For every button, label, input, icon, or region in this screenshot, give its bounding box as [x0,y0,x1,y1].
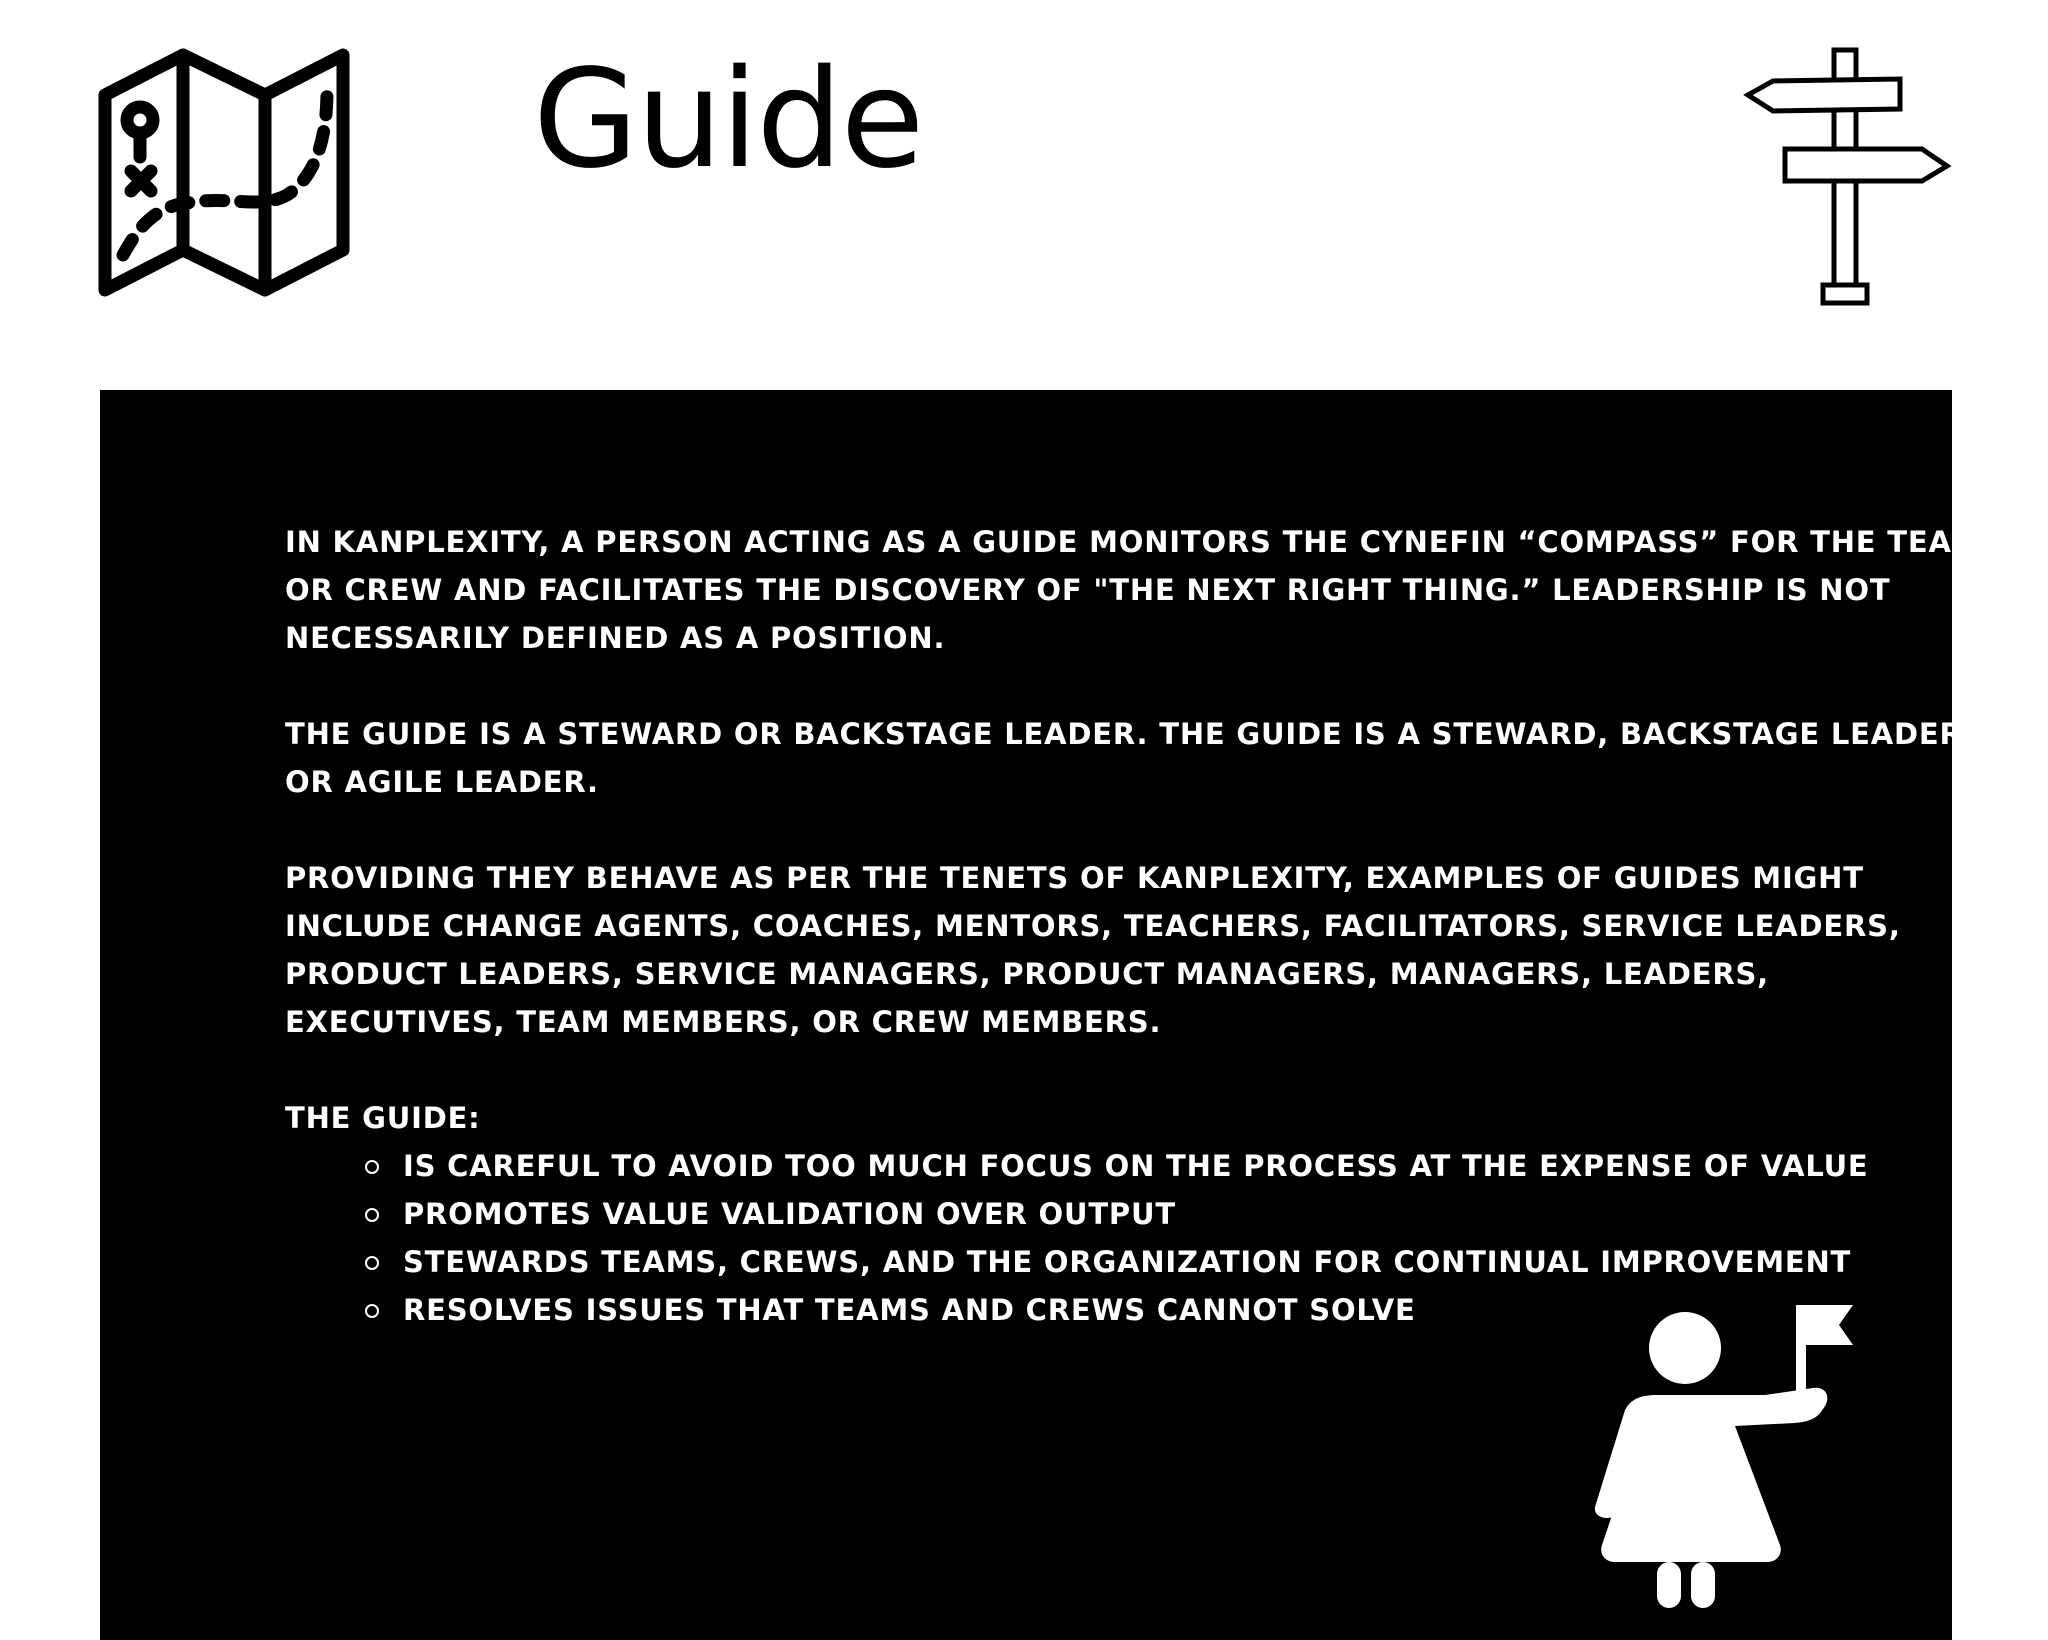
list-item-text: RESOLVES ISSUES THAT TEAMS AND CREWS CANNOT SOLVE [403,1293,1416,1327]
person-holding-flag-icon [1585,1300,1855,1610]
intro-paragraph: IN KANPLEXITY, A PERSON ACTING AS A GUIDE MONITORS THE CYNEFIN “COMPASS” FOR THE TEAM OR CREW AND FACILITATES THE DISCOVERY OF "THE NEXT RIGHT THING.” LEADERSHIP IS NOT NECESSARILY DEFINED AS A POSITION. [285,525,1982,655]
list-item [365,1142,1985,1190]
list-item [365,1238,1985,1286]
content-panel [100,390,1982,1640]
folded-map-icon [95,45,355,310]
list-item [365,1190,1985,1238]
list-item-text: IS CAREFUL TO AVOID TOO MUCH FOCUS ON THE PROCESS AT THE EXPENSE OF VALUE [403,1149,1869,1183]
guide-description [285,518,1985,1334]
bullet-icon [365,1304,379,1318]
bullet-icon [365,1256,379,1270]
list-heading: THE GUIDE: [285,1101,481,1135]
signpost-icon [1740,45,1960,310]
examples-paragraph: PROVIDING THEY BEHAVE AS PER THE TENETS OF KANPLEXITY, EXAMPLES OF GUIDES MIGHT INCLUDE CHANGE AGENTS, COACHES, MENTORS, TEACHERS, FACILITATORS, SERVICE LEADERS, PRODUCT LEADERS, SERVICE MANAGERS, PRODUCT MANAGERS, MANAGERS, LEADERS, EXECUTIVES, TEAM MEMBERS, OR CREW MEMBERS. [285,861,1901,1039]
list-item-text: PROMOTES VALUE VALIDATION OVER OUTPUT [403,1197,1176,1231]
list-item-text: STEWARDS TEAMS, CREWS, AND THE ORGANIZATION FOR CONTINUAL IMPROVEMENT [403,1245,1852,1279]
page-title: Guide [533,41,923,199]
bullet-icon [365,1160,379,1174]
steward-paragraph: THE GUIDE IS A STEWARD OR BACKSTAGE LEADER. THE GUIDE IS A STEWARD, BACKSTAGE LEADER, OR AGILE LEADER. [285,717,1975,799]
bullet-icon [365,1208,379,1222]
